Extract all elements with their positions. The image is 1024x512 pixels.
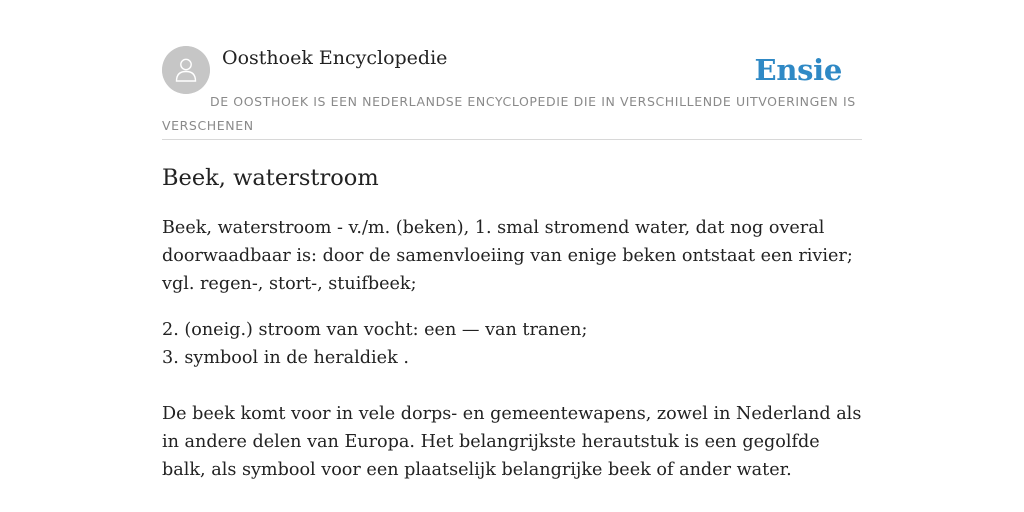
article-definition-3: 3. symbool in de heraldiek .	[162, 348, 409, 368]
source-description: DE OOSTHOEK IS EEN NEDERLANDSE ENCYCLOPEDIE DIE IN VERSCHILLENDE UITVOERINGEN IS VERSCHENEN	[162, 94, 856, 133]
source-header	[162, 46, 862, 140]
brand-logo[interactable]: Ensie	[754, 53, 842, 87]
article-definition-2: 2. (oneig.) stroom van vocht: een — van tranen;	[162, 320, 588, 340]
article-paragraph-definition: Beek, waterstroom - v./m. (beken), 1. smal stromend water, dat nog overal doorwaadbaar is: door de samenvloeiing van enige beken ontstaat een rivier; vgl. regen-, stort-, stuifbeek;	[162, 218, 853, 294]
article-paragraph-heraldry: De beek komt voor in vele dorps- en gemeentewapens, zowel in Nederland als in andere delen van Europa. Het belangrijkste herautstuk is een gegolfde balk, als symbool voor een plaatselijk belangrijke beek of ander water.	[162, 404, 862, 480]
article-definition-list	[162, 316, 867, 372]
article-title: Beek, waterstroom	[162, 165, 379, 191]
source-name[interactable]: Oosthoek Encyclopedie	[222, 47, 448, 69]
user-avatar-icon[interactable]	[162, 46, 210, 94]
article-content	[162, 160, 867, 502]
